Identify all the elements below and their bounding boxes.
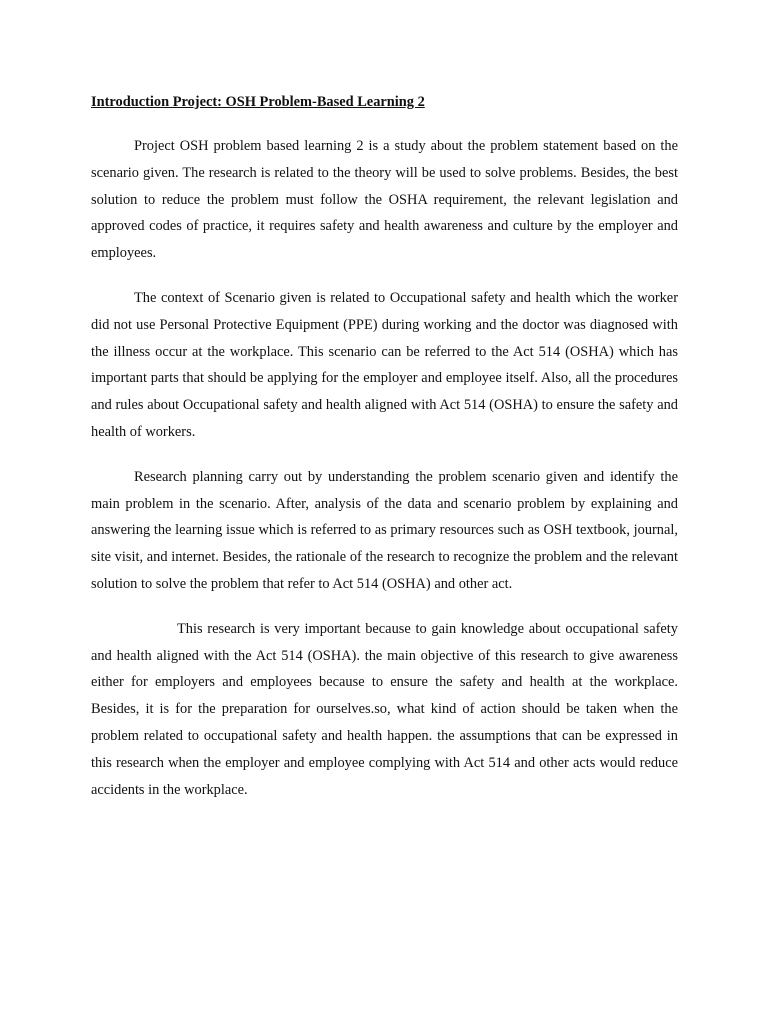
document-title: Introduction Project: OSH Problem-Based Learning 2 <box>91 94 425 110</box>
paragraph-2: The context of Scenario given is related to Occupational safety and health which the worker did not use Personal Protective Equipment (PPE) during working and the doctor was diagnosed with the illness occur at the workplace. This scenario can be referred to the Act 514 (OSHA) which has important parts that should be applying for the employer and employee itself. Also, all the procedures and rules about Occupational safety and health aligned with Act 514 (OSHA) to ensure the safety and health of workers. <box>91 289 678 440</box>
paragraph-4: This research is very important because to gain knowledge about occupational safety and health aligned with the Act 514 (OSHA). the main objective of this research to give awareness either for employers and employees because to ensure the safety and health at the workplace. Besides, it is for the preparation for ourselves.so, what kind of action should be taken when the problem related to occupational safety and health happen. the assumptions that can be expressed in this research when the employer and employee complying with Act 514 and other acts would reduce accidents in the workplace. <box>91 620 678 798</box>
paragraph-1: Project OSH problem based learning 2 is a study about the problem statement based on the scenario given. The research is related to the theory will be used to solve problems. Besides, the best solution to reduce the problem must follow the OSHA requirement, the relevant legislation and approved codes of practice, it requires safety and health awareness and culture by the employer and employees. <box>91 138 678 262</box>
paragraph-3: Research planning carry out by understanding the problem scenario given and identify the main problem in the scenario. After, analysis of the data and scenario problem by explaining and answering the learning issue which is referred to as primary resources such as OSH textbook, journal, site visit, and internet. Besides, the rationale of the research to recognize the problem and the relevant solution to solve the problem that refer to Act 514 (OSHA) and other act. <box>91 468 678 592</box>
